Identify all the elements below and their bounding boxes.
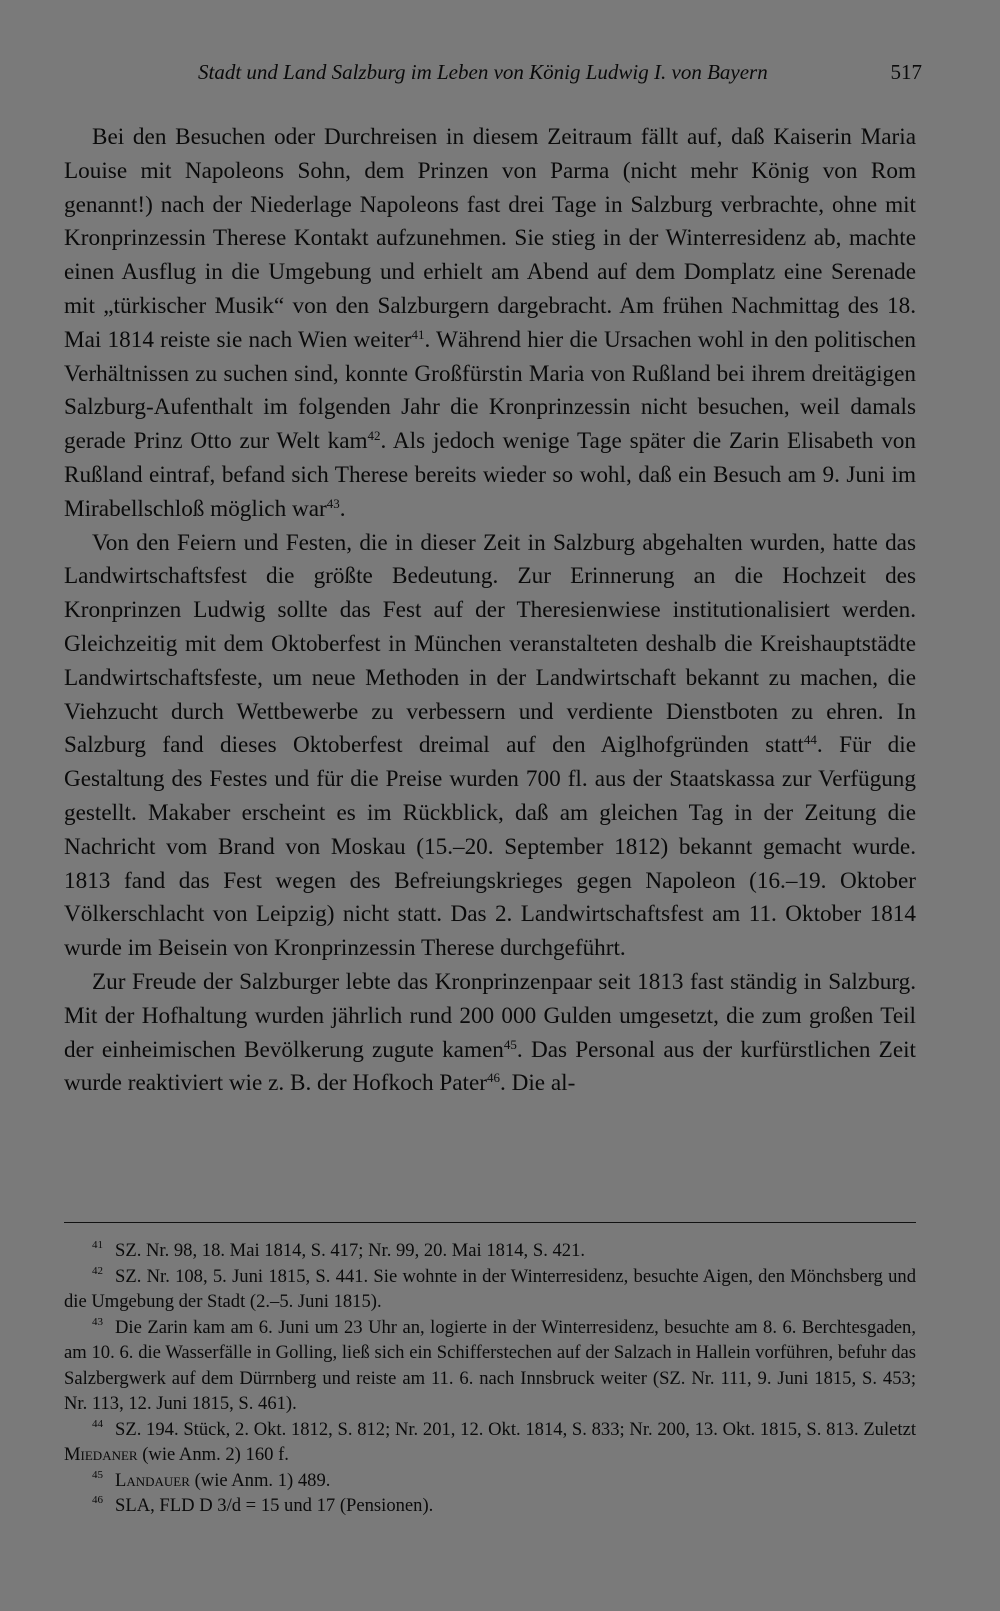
footnote xyxy=(64,1493,916,1519)
footnote-separator xyxy=(64,1222,916,1223)
paragraph xyxy=(64,966,916,1101)
page-header xyxy=(66,58,922,90)
footnote-reference: 45 xyxy=(503,1036,517,1052)
paragraph xyxy=(64,121,916,527)
footnote-reference: 43 xyxy=(326,495,340,511)
text-run: Bei den Besuchen oder Durchreisen in diesem Zeitraum fällt auf, daß Kaiserin Maria Louise mit Napoleons Sohn, dem Prinzen von Parma (nicht mehr König von Rom genannt!) nach der Niederlage Napoleons fast drei Tage in Salzburg verbrachte, ohne mit Kronprinzessin Therese Kontakt aufzunehmen. Sie stieg in der Winterresidenz ab, machte einen Ausflug in die Umgebung und erhielt am Abend auf dem Domplatz eine Serenade mit „türkischer Musik“ von den Salzburgern dargebracht. Am frühen Nachmittag des 18. Mai 1814 reiste sie nach Wien weiter xyxy=(64,124,916,353)
text-run: . Während hier die Ursachen wohl in den politischen Verhältnissen zu suchen sind, konnte Großfürstin Maria von Rußland bei ihrem dreitägigen Salzburg-Aufenthalt im folgenden Jahr die Kronprinzessin nicht besuchen, weil damals gerade Prinz Otto zur Welt kam xyxy=(64,326,916,455)
footnote-number: 46 xyxy=(92,1494,103,1506)
footnote-number: 41 xyxy=(92,1239,103,1251)
main-text xyxy=(64,121,916,1101)
text-run: Die Zarin kam am 6. Juni um 23 Uhr an, logierte in der Winterresidenz, besuchte am 8. 6. Berchtesgaden, am 10. 6. die Wasserfälle in Golling, ließ sich ein Schifferstechen auf der Salzach in Hallein vorführen, befuhr das Salzbergwerk auf dem Dürrnberg und reiste am 11. 6. nach Innsbruck weiter (SZ. Nr. 111, 9. Juni 1815, S. 453; Nr. 113, 12. Juni 1815, S. 461). xyxy=(64,1316,916,1414)
footnotes xyxy=(64,1238,916,1519)
footnote-number: 44 xyxy=(92,1417,103,1430)
footnote xyxy=(64,1315,916,1417)
text-run: . Die al- xyxy=(500,1070,576,1097)
text-run: . xyxy=(339,495,346,522)
text-run: . Das Personal aus der kurfürstlichen Zeit wurde reaktiviert wie z. B. der Hofkoch Pater xyxy=(64,1036,916,1097)
author-name: Miedaner xyxy=(64,1444,138,1465)
text-run: SZ. Nr. 108, 5. Juni 1815, S. 441. Sie wohnte in der Winterresidenz, besuchte Aigen, den Mönchsberg und die Umgebung der Stadt (2.–5. Juni 1815). xyxy=(64,1265,916,1312)
text-run: . Als jedoch wenige Tage später die Zarin Elisabeth von Rußland eintraf, befand sich Therese bereits wieder so wohl, daß ein Besuch am 9. Juni im Mirabellschloß möglich war xyxy=(64,428,916,522)
footnote-number: 45 xyxy=(92,1468,103,1481)
text-run: SZ. Nr. 98, 18. Mai 1814, S. 417; Nr. 99, 20. Mai 1814, S. 421. xyxy=(115,1240,586,1261)
footnote-reference: 46 xyxy=(487,1070,501,1086)
author-name: Landauer xyxy=(115,1469,190,1491)
footnote-number: 42 xyxy=(92,1264,103,1277)
footnote xyxy=(64,1417,916,1468)
text-run: SLA, FLD D 3/d = 15 und 17 (Pensionen). xyxy=(115,1495,434,1516)
text-run: (wie Anm. 1) 489. xyxy=(189,1469,331,1491)
text-run: SZ. 194. Stück, 2. Okt. 1812, S. 812; Nr. 201, 12. Okt. 1814, S. 833; Nr. 200, 13. Okt. 1815, S. 813. Zuletzt xyxy=(115,1418,916,1440)
footnote xyxy=(64,1468,916,1494)
footnote-reference: 42 xyxy=(367,428,381,444)
footnote-reference: 44 xyxy=(803,732,817,748)
text-run: Von den Feiern und Festen, die in dieser Zeit in Salzburg abgehalten wurden, hatte das Landwirtschaftsfest die größte Bedeutung. Zur Erinnerung an die Hochzeit des Kronprinzen Ludwig sollte das Fest auf der Theresienwiese institutionalisiert werden. Gleichzeitig mit dem Oktoberfest in München veranstalteten deshalb die Kreishauptstädte Landwirtschaftsfeste, um neue Methoden in der Landwirtschaft bekannt zu machen, die Viehzucht durch Wettbewerbe zu verbessern und verdiente Dienstboten zu ehren. In Salzburg fand dieses Oktoberfest dreimal auf den Aiglhofgründen statt xyxy=(64,529,916,759)
paragraph xyxy=(64,527,916,966)
footnote xyxy=(64,1264,916,1315)
text-run: (wie Anm. 2) 160 f. xyxy=(137,1444,289,1465)
text-run: . Für die Gestaltung des Festes und für die Preise wurden 700 fl. aus der Staatskassa zur Verfügung gestellt. Makaber erscheint es im Rückblick, daß am gleichen Tag in der Zeitung die Nachricht vom Brand von Moskau (15.–20. September 1812) bekannt gemacht wurde. 1813 fand das Fest wegen des Befreiungskrieges gegen Napoleon (16.–19. Oktober Völkerschlacht von Leipzig) nicht statt. Das 2. Landwirtschaftsfest am 11. Oktober 1814 wurde im Beisein von Kronprinzessin Therese durchgeführt. xyxy=(64,732,916,962)
page-number: 517 xyxy=(890,60,922,84)
footnote-reference: 41 xyxy=(411,326,425,342)
footnote-number: 43 xyxy=(92,1315,103,1328)
running-head: Stadt und Land Salzburg im Leben von König Ludwig I. von Bayern xyxy=(198,60,768,84)
footnote xyxy=(64,1238,916,1264)
text-run: Zur Freude der Salzburger lebte das Kronprinzenpaar seit 1813 fast ständig in Salzburg. Mit der Hofhaltung wurden jährlich rund 200 000 Gulden umgesetzt, die zum großen Teil der einheimischen Bevölkerung zugute kamen xyxy=(64,968,916,1063)
